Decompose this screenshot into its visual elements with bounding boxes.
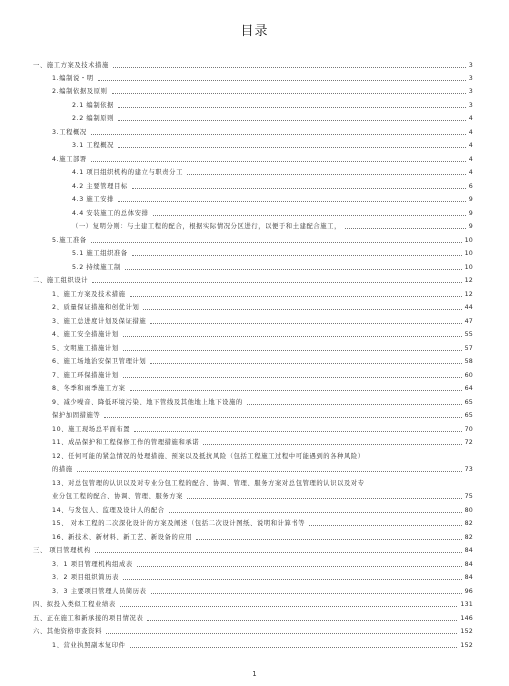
toc-entry-page: 4: [468, 129, 473, 136]
dot-leader: [196, 538, 461, 540]
toc-entry-page: 3: [468, 102, 473, 109]
dot-leader: [123, 376, 462, 378]
toc-entry[interactable]: [52, 354, 473, 366]
toc-entry-text: 业分包工程的配合、协调、管理、服务方案: [52, 493, 184, 500]
toc-entry-text: 15、 对本工程的二次深化设计的方案及阐述（包括二次设计图纸、说明和计算书等: [52, 520, 306, 527]
dot-leader: [151, 592, 462, 594]
dot-leader: [123, 578, 462, 580]
toc-entry[interactable]: [72, 206, 473, 218]
toc-entry[interactable]: [33, 624, 473, 636]
dot-leader: [130, 295, 462, 297]
dot-leader: [118, 106, 466, 108]
toc-entry[interactable]: [72, 260, 473, 272]
toc-entry-text: 5.2 持续施工制: [72, 264, 121, 271]
toc-entry[interactable]: [33, 273, 473, 285]
toc-entry[interactable]: [72, 246, 473, 258]
dot-leader: [203, 443, 461, 445]
toc-entry-page: 6: [468, 183, 473, 190]
toc-entry-text: 的措施: [52, 466, 73, 473]
toc-entry[interactable]: [52, 71, 473, 83]
toc-entry[interactable]: [52, 381, 473, 393]
toc-entry[interactable]: [52, 300, 473, 312]
toc-entry-page: 3: [468, 88, 473, 95]
toc-entry-page: 72: [464, 439, 473, 446]
dot-leader: [187, 173, 466, 175]
toc-entry-text: 12、任何可能的紧急情况的处理措施、预案以及抵抗风险（包括工程施工过程中可能遇到的各种风险）: [52, 453, 365, 460]
toc-entry-text: 10、施工现场总平面布置: [52, 426, 131, 433]
toc-entry[interactable]: [52, 435, 473, 447]
toc-entry[interactable]: [52, 84, 473, 96]
toc-entry-text: 13、对总包管理的认识以及对专业分包工程的配合、协调、管理、服务方案对总包管理的认识以及对专: [52, 480, 365, 487]
toc-entry[interactable]: [52, 233, 473, 245]
dot-leader: [123, 349, 462, 351]
dot-leader: [118, 200, 466, 202]
toc-entry-page: 84: [464, 574, 473, 581]
toc-entry-text: 3．1 项目管理机构组成表: [52, 561, 133, 568]
toc-entry-page: 58: [464, 358, 473, 365]
dot-leader: [125, 268, 462, 270]
toc-entry-page: 4: [468, 142, 473, 149]
toc-entry[interactable]: [52, 638, 473, 650]
toc-entry-text: 14、与发包人、监理及设计人的配合: [52, 507, 165, 514]
toc-entry-text: 5.1 施工组织准备: [72, 250, 128, 257]
toc-entry-text: 六、其他资格审查资料: [33, 628, 102, 635]
dot-leader: [132, 254, 462, 256]
toc-entry-text: 四、拟投入类似工程业绩表: [33, 601, 116, 608]
toc-entry-page: 60: [464, 372, 473, 379]
page-number: 1: [252, 670, 257, 678]
toc-entry[interactable]: [33, 543, 473, 555]
toc-entry[interactable]: [52, 476, 473, 488]
toc-entry-page: 55: [464, 331, 473, 338]
toc-entry-page: 47: [464, 318, 473, 325]
toc-entry[interactable]: [52, 152, 473, 164]
toc-entry[interactable]: [72, 219, 473, 231]
toc-entry[interactable]: [52, 408, 473, 420]
dot-leader: [369, 485, 470, 486]
dot-leader: [137, 565, 462, 567]
dot-leader: [91, 241, 462, 243]
dot-leader: [95, 551, 462, 553]
toc-entry-page: 10: [464, 237, 473, 244]
toc-entry-page: 44: [464, 304, 473, 311]
toc-entry[interactable]: [72, 98, 473, 110]
dot-leader: [134, 430, 461, 432]
dot-leader: [369, 458, 470, 459]
toc-entry-text: 三、 项目管理机构: [33, 547, 91, 554]
toc-entry-page: 4: [468, 115, 473, 122]
toc-entry-text: 保护加固措施等: [52, 412, 101, 419]
toc-entry-page: 3: [468, 75, 473, 82]
toc-entry[interactable]: [52, 287, 473, 299]
dot-leader: [130, 646, 458, 648]
toc-entry-text: 6、施工场地治安保卫管理计划: [52, 358, 147, 365]
dot-leader: [113, 66, 466, 68]
toc-entry[interactable]: [52, 530, 473, 542]
dot-leader: [104, 416, 461, 418]
toc-entry-text: 4、施工安全措施计划: [52, 331, 119, 338]
dot-leader: [247, 403, 462, 405]
toc-entry[interactable]: [52, 462, 473, 474]
dot-leader: [123, 335, 462, 337]
toc-entry[interactable]: [33, 58, 473, 70]
toc-entry-text: （一）复明分则：与土建工程的配合，根据实际情况分区进行，以便于和土建配合施工，: [72, 223, 341, 230]
toc-entry-text: 1、营业执照副本复印件: [52, 642, 126, 649]
toc-entry[interactable]: [52, 503, 473, 515]
toc-entry-page: 73: [464, 466, 473, 473]
toc-entry-page: 4: [468, 169, 473, 176]
toc-entry-text: 9、减少噪音、降低环境污染、地下管线及其他地上地下设施的: [52, 399, 243, 406]
toc-entry[interactable]: [52, 395, 473, 407]
toc-entry-text: 4.2 主要管理目标: [72, 183, 128, 190]
toc-entry[interactable]: [52, 570, 473, 582]
toc-entry-text: 4.4 安装施工的总体安排: [72, 210, 149, 217]
toc-entry[interactable]: [72, 138, 473, 150]
dot-leader: [92, 281, 461, 283]
toc-entry-text: 3.1 工程概况: [72, 142, 115, 149]
toc-entry-text: 3、施工总进度计划及保证措施: [52, 318, 147, 325]
toc-entry-page: 3: [468, 62, 473, 69]
dot-leader: [309, 524, 461, 526]
dot-leader: [118, 119, 466, 121]
dot-leader: [130, 389, 462, 391]
toc-entry[interactable]: [52, 422, 473, 434]
toc-entry[interactable]: [52, 557, 473, 569]
toc-entry-page: 9: [468, 196, 473, 203]
toc-entry-page: 57: [464, 345, 473, 352]
toc-entry-text: 8、冬季和雨季施工方案: [52, 385, 126, 392]
toc-entry-page: 131: [460, 601, 473, 608]
dot-leader: [91, 160, 466, 162]
toc-entry-text: 5.施工准备: [52, 237, 87, 244]
dot-leader: [120, 605, 458, 607]
dot-leader: [147, 619, 457, 621]
toc-entry-page: 82: [464, 520, 473, 527]
toc-entry-page: 84: [464, 547, 473, 554]
toc-entry-text: 2、质量保证措施和创优计划: [52, 304, 140, 311]
dot-leader: [77, 470, 462, 472]
toc-entry[interactable]: [52, 125, 473, 137]
toc-entry-page: 146: [460, 615, 473, 622]
toc-entry[interactable]: [72, 165, 473, 177]
toc-entry-text: 4.1 项目组织机构的建立与职责分工: [72, 169, 183, 176]
toc-entry[interactable]: [52, 584, 473, 596]
toc-entry[interactable]: [52, 327, 473, 339]
toc-entry-page: 65: [464, 399, 473, 406]
toc-entry[interactable]: [52, 341, 473, 353]
toc-entry-page: 4: [468, 156, 473, 163]
toc-entry-text: 7、施工环保措施计划: [52, 372, 119, 379]
toc-entry-text: 一、施工方案及技术措施: [33, 62, 109, 69]
toc-entry-page: 80: [464, 507, 473, 514]
toc-entry-page: 65: [464, 412, 473, 419]
toc-entry-text: 3．3 主要项目管理人员简历表: [52, 588, 147, 595]
toc-entry[interactable]: [52, 489, 473, 501]
toc-entry[interactable]: [72, 179, 473, 191]
toc-entry-page: 96: [464, 588, 473, 595]
toc-entry-page: 64: [464, 385, 473, 392]
toc-entry-text: 2.1 编制依据: [72, 102, 115, 109]
dot-leader: [118, 146, 466, 148]
dot-leader: [112, 92, 466, 94]
dot-leader: [169, 511, 462, 513]
toc-entry-page: 12: [464, 291, 473, 298]
toc-entry-text: 1、施工方案及技术措施: [52, 291, 126, 298]
toc-entry-page: 75: [464, 493, 473, 500]
toc-entry-text: 16、新技术、新材料、新工艺、新设备的应用: [52, 534, 193, 541]
page-title: 目录: [240, 24, 269, 39]
dot-leader: [143, 308, 461, 310]
toc-entry[interactable]: [72, 111, 473, 123]
toc-entry[interactable]: [33, 611, 473, 623]
toc-entry[interactable]: [52, 449, 473, 461]
toc-entry[interactable]: [72, 192, 473, 204]
toc-entry-page: 82: [464, 534, 473, 541]
dot-leader: [106, 632, 457, 634]
dot-leader: [187, 497, 462, 499]
toc-entry-text: 1.编制说・明: [52, 75, 94, 82]
dot-leader: [150, 362, 461, 364]
toc-entry-text: 二、施工组织设计: [33, 277, 89, 284]
toc-entry-page: 84: [464, 561, 473, 568]
toc-entry-page: 9: [468, 223, 473, 230]
toc-entry-page: 10: [464, 264, 473, 271]
toc-entry-text: 4.施工部署: [52, 156, 87, 163]
toc-entry-text: 11、成品保护和工程保修工作的管理措施和承诺: [52, 439, 200, 446]
toc-entry-text: 3．2 项目组织简历表: [52, 574, 119, 581]
toc-entry-text: 五、正在施工和新承接的项目情况表: [33, 615, 144, 622]
toc-entry[interactable]: [52, 516, 473, 528]
toc-entry-page: 9: [468, 210, 473, 217]
toc-entry-text: 2.编制依据及原则: [52, 88, 108, 95]
toc-entry[interactable]: [52, 368, 473, 380]
dot-leader: [345, 227, 466, 229]
dot-leader: [91, 133, 466, 135]
toc-entry-text: 2.2 编制原则: [72, 115, 115, 122]
toc-entry-text: 3.工程概况: [52, 129, 87, 136]
toc-entry-text: 5、文明施工措施计划: [52, 345, 119, 352]
dot-leader: [98, 79, 466, 81]
toc-entry[interactable]: [33, 597, 473, 609]
dot-leader: [150, 322, 461, 324]
toc-entry[interactable]: [52, 314, 473, 326]
toc-entry-text: 4.3 施工安排: [72, 196, 115, 203]
toc-entry-page: 12: [464, 277, 473, 284]
dot-leader: [132, 187, 466, 189]
dot-leader: [153, 214, 466, 216]
toc-entry-page: 152: [460, 642, 473, 649]
toc-entry-page: 152: [460, 628, 473, 635]
toc-entry-page: 70: [464, 426, 473, 433]
toc-entry-page: 10: [464, 250, 473, 257]
